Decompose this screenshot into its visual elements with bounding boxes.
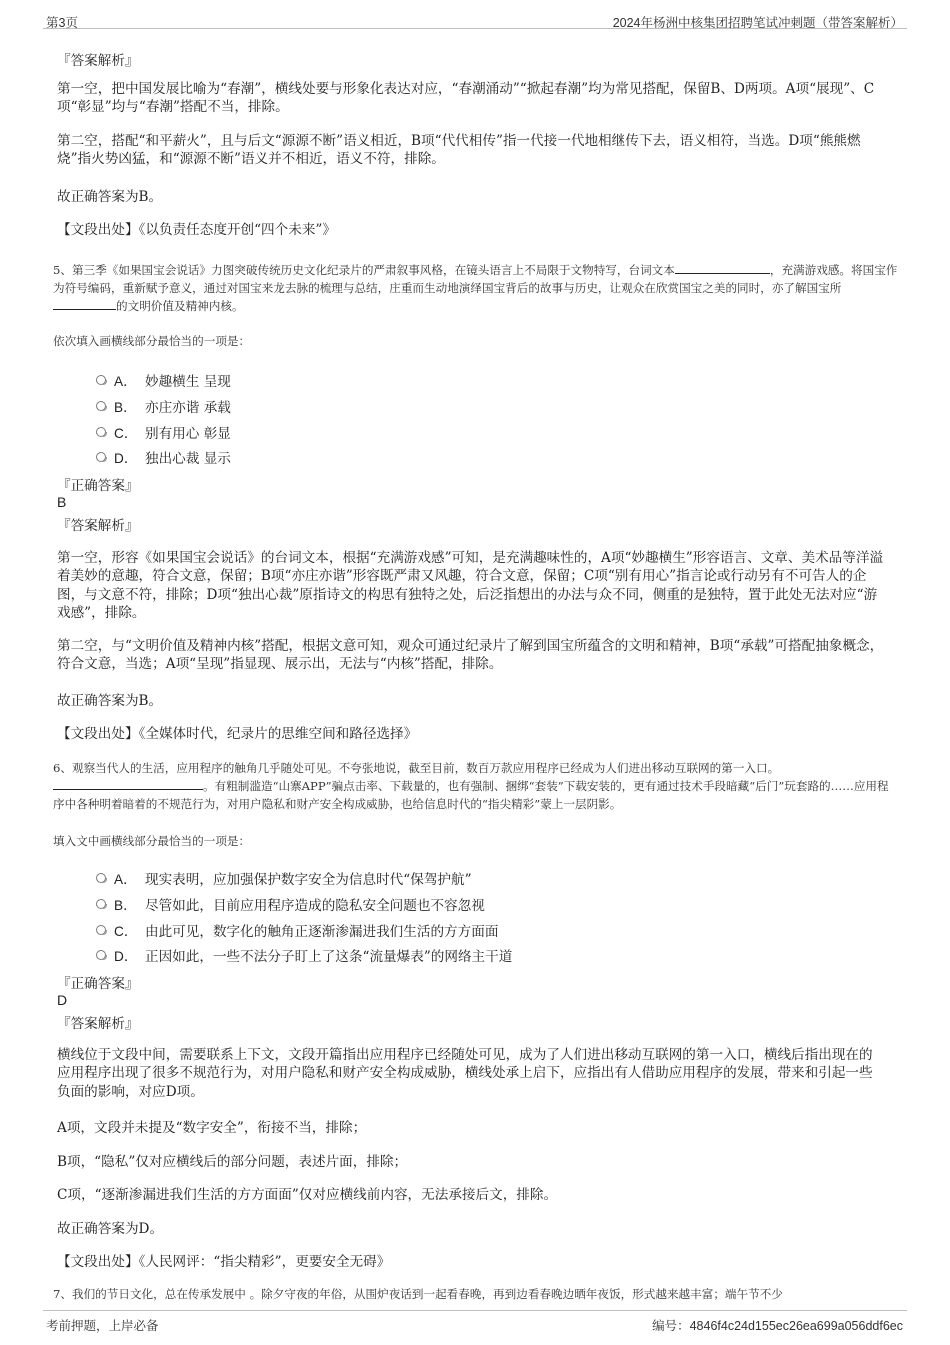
- page-footer: [43, 1310, 907, 1337]
- q4-analysis-title: 『答案解析』: [57, 53, 139, 69]
- q5-blank-2: [53, 297, 116, 310]
- q4-analysis-p2: 第二空，搭配“和平薪火”，且与后文“源源不断”语义相近，B项“代代相传”指一代接一代地相继传下去，语义相符，当选。D项“熊熊燃烧”指火势凶猛，和“源源不断”语义并不相近，语义不符，排除。: [57, 133, 861, 168]
- q5-analysis-title: 『答案解析』: [57, 518, 139, 534]
- radio-icon[interactable]: [96, 427, 106, 437]
- q6-conclusion: 故正确答案为D。: [57, 1221, 164, 1237]
- q5-source: 【文段出处】《全媒体时代，纪录片的思维空间和路径选择》: [57, 726, 418, 742]
- q4-analysis-p1: 第一空，把中国发展比喻为“春潮”，横线处要与形象化表达对应，“春潮涌动”“掀起春潮”均为常见搭配，保留B、D两项。A项“展现”、C项“彰显”均与“春潮”搭配不当，排除。: [57, 81, 875, 116]
- radio-icon[interactable]: [96, 950, 106, 960]
- q6-analysis-p3: B项，“隐私”仅对应横线后的部分问题，表述片面，排除；: [57, 1154, 408, 1170]
- q6-analysis-title: 『答案解析』: [57, 1016, 139, 1032]
- q4-conclusion: 故正确答案为B。: [57, 189, 163, 205]
- q6-analysis-p2: A项，文段并未提及“数字安全”，衔接不当，排除；: [57, 1120, 367, 1136]
- radio-icon[interactable]: [96, 925, 106, 935]
- q5-correct-answer: B: [57, 494, 67, 510]
- q5-correct-title: 『正确答案』: [57, 478, 139, 494]
- q6-correct-answer: D: [57, 992, 68, 1008]
- q6-stem: 6、观察当代人的生活，应用程序的触角几乎随处可见。不夸张地说，截至目前，数百万款应用程序已经成为人们进出移动互联网的第一入口。。有粗制滥造“山寨APP”骗点击率、下载量的，也有强制、捆绑“套装”下载安装的，更有通过技术手段暗藏“后门”玩套路的……应用程序中各种明着暗着的不规范行为，对用户隐私和财产安全构成威胁，也给信息时代的“指尖精彩”蒙上一层阴影。: [53, 761, 889, 811]
- q6-blank: [53, 777, 203, 790]
- q6-instruction: 填入文中画横线部分最恰当的一项是：: [53, 834, 251, 848]
- page-number: 第3页: [46, 16, 78, 30]
- radio-icon[interactable]: [96, 873, 106, 883]
- document-title: 2024年杨洲中核集团招聘笔试冲刺题（带答案解析）: [612, 16, 903, 30]
- q5-instruction: 依次填入画横线部分最恰当的一项是：: [53, 334, 251, 348]
- radio-icon[interactable]: [96, 899, 106, 909]
- footer-motto: 考前押题，上岸必备: [46, 1319, 159, 1333]
- q5-analysis-p1: 第一空，形容《如果国宝会说话》的台词文本，根据“充满游戏感”可知，是充满趣味性的，A项“妙趣横生”形容语言、文章、美术品等洋溢着美妙的意趣，符合文意，保留；B项“亦庄亦谐”形容既严肃又风趣，符合文意，保留；C项“别有用心”指言论或行动另有不可告人的企图，与文意不符，排除；D项“独出心裁”原指诗文的构思有独特之处，后泛指想出的办法与众不同，侧重的是独特，置于此处无法对应“游戏感”，排除。: [57, 550, 884, 622]
- q4-source: 【文段出处】《以负责任态度开创“四个未来”》: [57, 222, 336, 238]
- page-header: [43, 0, 907, 29]
- q6-analysis-p1: 横线位于文段中间，需要联系上下文，文段开篇指出应用程序已经随处可见，成为了人们进出移动互联网的第一入口，横线后指出现在的应用程序出现了很多不规范行为，对用户隐私和财产安全构成威胁，横线处承上启下，应指出有人借助应用程序的发展，带来和引起一些负面的影响，对应D项。: [57, 1047, 873, 1100]
- radio-icon[interactable]: [96, 452, 106, 462]
- q5-blank-1: [675, 261, 770, 274]
- q5-stem: 5、第三季《如果国宝会说话》力图突破传统历史文化纪录片的严肃叙事风格，在镜头语言上不局限于文物特写，台词文本 ，充满游戏感。将国宝作为符号编码，重新赋予意义，通过对国宝来龙去脉的梳理与总结，庄重而生动地演绎国宝背后的故事与历史，让观众在欣赏国宝之美的同时，亦了解国宝所的文明价值及精神内核。: [53, 263, 898, 313]
- q6-source: 【文段出处】《人民网评：“指尖精彩”，更要安全无碍》: [57, 1254, 391, 1270]
- radio-icon[interactable]: [96, 401, 106, 411]
- q6-correct-title: 『正确答案』: [57, 976, 139, 992]
- document-code: 编号：4846f4c24d155ec26ea699a056ddf6ec: [652, 1319, 903, 1333]
- q7-stem: 7、我们的节日文化，总在传承发展中 。除夕守夜的年俗，从围炉夜话到一起看春晚，再到边看春晚边晒年夜饭，形式越来越丰富；端午节不少: [53, 1287, 783, 1301]
- q5-analysis-p2: 第二空，与“文明价值及精神内核”搭配，根据文意可知，观众可通过纪录片了解到国宝所蕴含的文明和精神，B项“承载”可搭配抽象概念，符合文意，当选；A项“呈现”指显现、展示出，无法与“内核”搭配，排除。: [57, 638, 884, 673]
- q6-analysis-p4: C项，“逐渐渗漏进我们生活的方方面面”仅对应横线前内容，无法承接后文，排除。: [57, 1187, 558, 1203]
- radio-icon[interactable]: [96, 375, 106, 385]
- q5-conclusion: 故正确答案为B。: [57, 693, 163, 709]
